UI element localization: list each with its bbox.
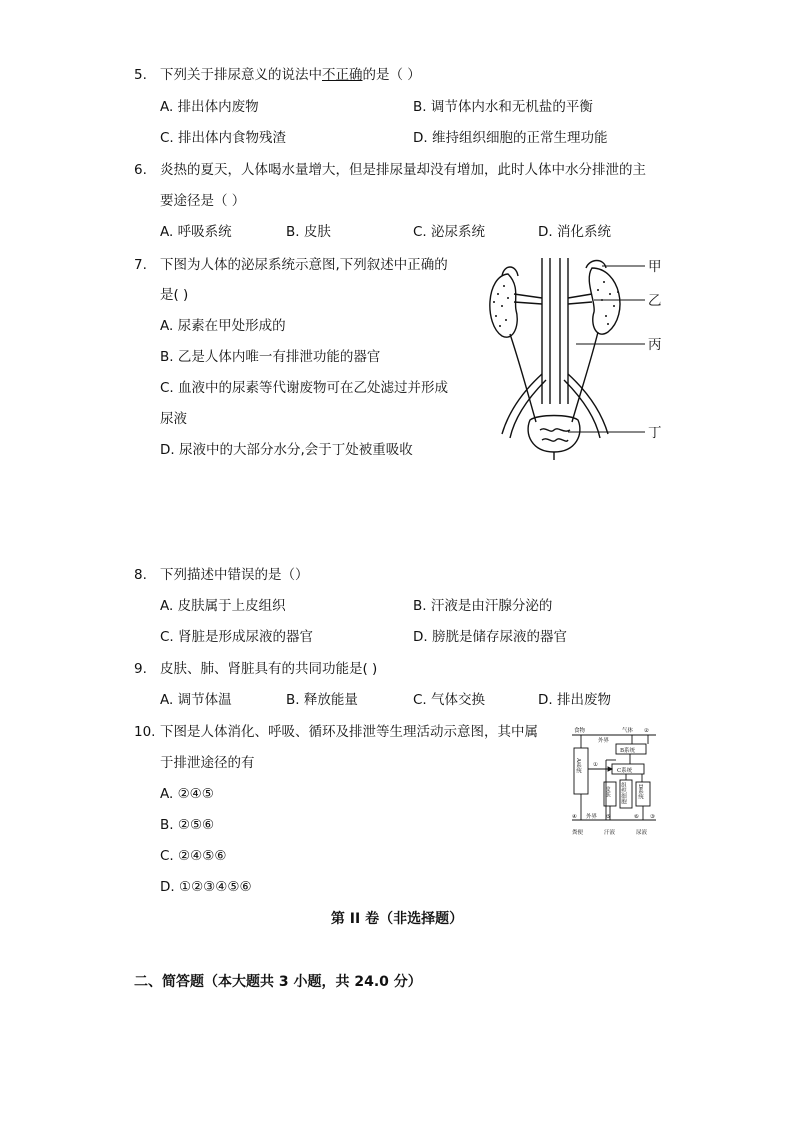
q7-option-b[interactable]: B. 乙是人体内唯一有排泄功能的器官 [160, 349, 381, 365]
q10-stem-line2: 于排泄途径的有 [160, 755, 255, 771]
diagram-outside-top-label: 外界 [598, 738, 610, 744]
q5-option-c[interactable]: C. 排出体内食物残渣 [160, 130, 287, 146]
q7-label-jia: 甲 [648, 259, 662, 275]
q6-option-a[interactable]: A. 呼吸系统 [160, 224, 232, 240]
diagram-c1-label: ① [593, 762, 598, 768]
diagram-c-system-label: C系统 [617, 768, 633, 774]
q9-stem: 皮肤、肺、肾脏具有的共同功能是( ) [160, 661, 378, 677]
diagram-skin-label: 皮肤 [604, 786, 610, 797]
diagram-food-label: 食物 [574, 728, 586, 734]
diagram-outside-bottom-label: 外界 [586, 814, 598, 820]
diagram-b-system-label: B系统 [620, 748, 636, 754]
diagram-feces-label: 粪便 [572, 830, 584, 836]
q5-option-d[interactable]: D. 维持组织细胞的正常生理功能 [413, 130, 608, 146]
physiology-diagram-figure [568, 724, 660, 840]
q5-number: 5. [134, 67, 147, 83]
q7-label-yi: 乙 [648, 293, 662, 309]
q10-option-d[interactable]: D. ①②③④⑤⑥ [160, 879, 252, 895]
diagram-tissue-label: 组织细胞 [620, 782, 626, 804]
q5-option-a[interactable]: A. 排出体内废物 [160, 99, 259, 115]
diagram-c6-label: ⑥ [634, 814, 639, 820]
q9-option-b[interactable]: B. 释放能量 [286, 692, 358, 708]
q7-stem-line1: 下图为人体的泌尿系统示意图,下列叙述中正确的 [160, 257, 448, 273]
q9-option-a[interactable]: A. 调节体温 [160, 692, 232, 708]
q7-option-a[interactable]: A. 尿素在甲处形成的 [160, 318, 286, 334]
diagram-c4-label: ④ [572, 814, 577, 820]
q5-option-b[interactable]: B. 调节体内水和无机盐的平衡 [413, 99, 593, 115]
q6-option-b[interactable]: B. 皮肤 [286, 224, 331, 240]
q7-label-bing: 丙 [648, 337, 662, 353]
q8-stem: 下列描述中错误的是（） [160, 567, 309, 583]
q7-option-c[interactable]: C. 血液中的尿素等代谢废物可在乙处滤过并形成 [160, 380, 449, 396]
diagram-d-system-label: D系统 [637, 784, 643, 800]
q8-option-a[interactable]: A. 皮肤属于上皮组织 [160, 598, 286, 614]
diagram-c2-label: ② [644, 728, 649, 734]
q7-option-d[interactable]: D. 尿液中的大部分水分,会于丁处被重吸收 [160, 442, 413, 458]
q7-stem-line2: 是( ) [160, 287, 189, 303]
part2-heading: 二、简答题（本大题共 3 小题，共 24.0 分） [134, 974, 422, 990]
section-title: 第 II 卷（非选择题） [330, 911, 464, 927]
q7-number: 7. [134, 257, 147, 273]
q5-stem-underlined: 不正确 [322, 67, 363, 83]
q10-option-a[interactable]: A. ②④⑤ [160, 786, 214, 802]
q8-option-c[interactable]: C. 肾脏是形成尿液的器官 [160, 629, 314, 645]
q5-stem-after: 的是（ ） [362, 67, 421, 83]
q6-number: 6. [134, 162, 147, 178]
urinary-system-figure [480, 254, 670, 460]
diagram-c5-label: ⑤ [606, 814, 611, 820]
q9-number: 9. [134, 661, 147, 677]
diagram-sweat-label: 汗液 [604, 830, 616, 836]
diagram-gas-label: 气体 [622, 728, 634, 734]
q8-option-b[interactable]: B. 汗液是由汗腺分泌的 [413, 598, 553, 614]
q9-option-d[interactable]: D. 排出废物 [538, 692, 611, 708]
diagram-urine-label: 尿液 [636, 830, 648, 836]
diagram-a-system-label: A系统 [575, 758, 581, 773]
q5-stem-before: 下列关于排尿意义的说法中 [160, 67, 322, 83]
diagram-c3-label: ③ [650, 814, 655, 820]
q8-option-d[interactable]: D. 膀胱是储存尿液的器官 [413, 629, 567, 645]
q10-stem-line1: 下图是人体消化、呼吸、循环及排泄等生理活动示意图，其中属 [160, 724, 538, 740]
q9-option-c[interactable]: C. 气体交换 [413, 692, 486, 708]
q7-label-ding: 丁 [648, 425, 662, 441]
q8-number: 8. [134, 567, 147, 583]
q10-option-b[interactable]: B. ②⑤⑥ [160, 817, 215, 833]
q6-stem-line1: 炎热的夏天，人体喝水量增大，但是排尿量却没有增加，此时人体中水分排泄的主 [160, 162, 646, 178]
q10-number: 10. [134, 724, 156, 740]
q10-option-c[interactable]: C. ②④⑤⑥ [160, 848, 227, 864]
q6-stem-line2: 要途径是（ ） [160, 193, 246, 209]
q5-stem [160, 66, 421, 84]
q6-option-c[interactable]: C. 泌尿系统 [413, 224, 486, 240]
q6-option-d[interactable]: D. 消化系统 [538, 224, 611, 240]
q7-option-c-cont: 尿液 [160, 411, 187, 427]
